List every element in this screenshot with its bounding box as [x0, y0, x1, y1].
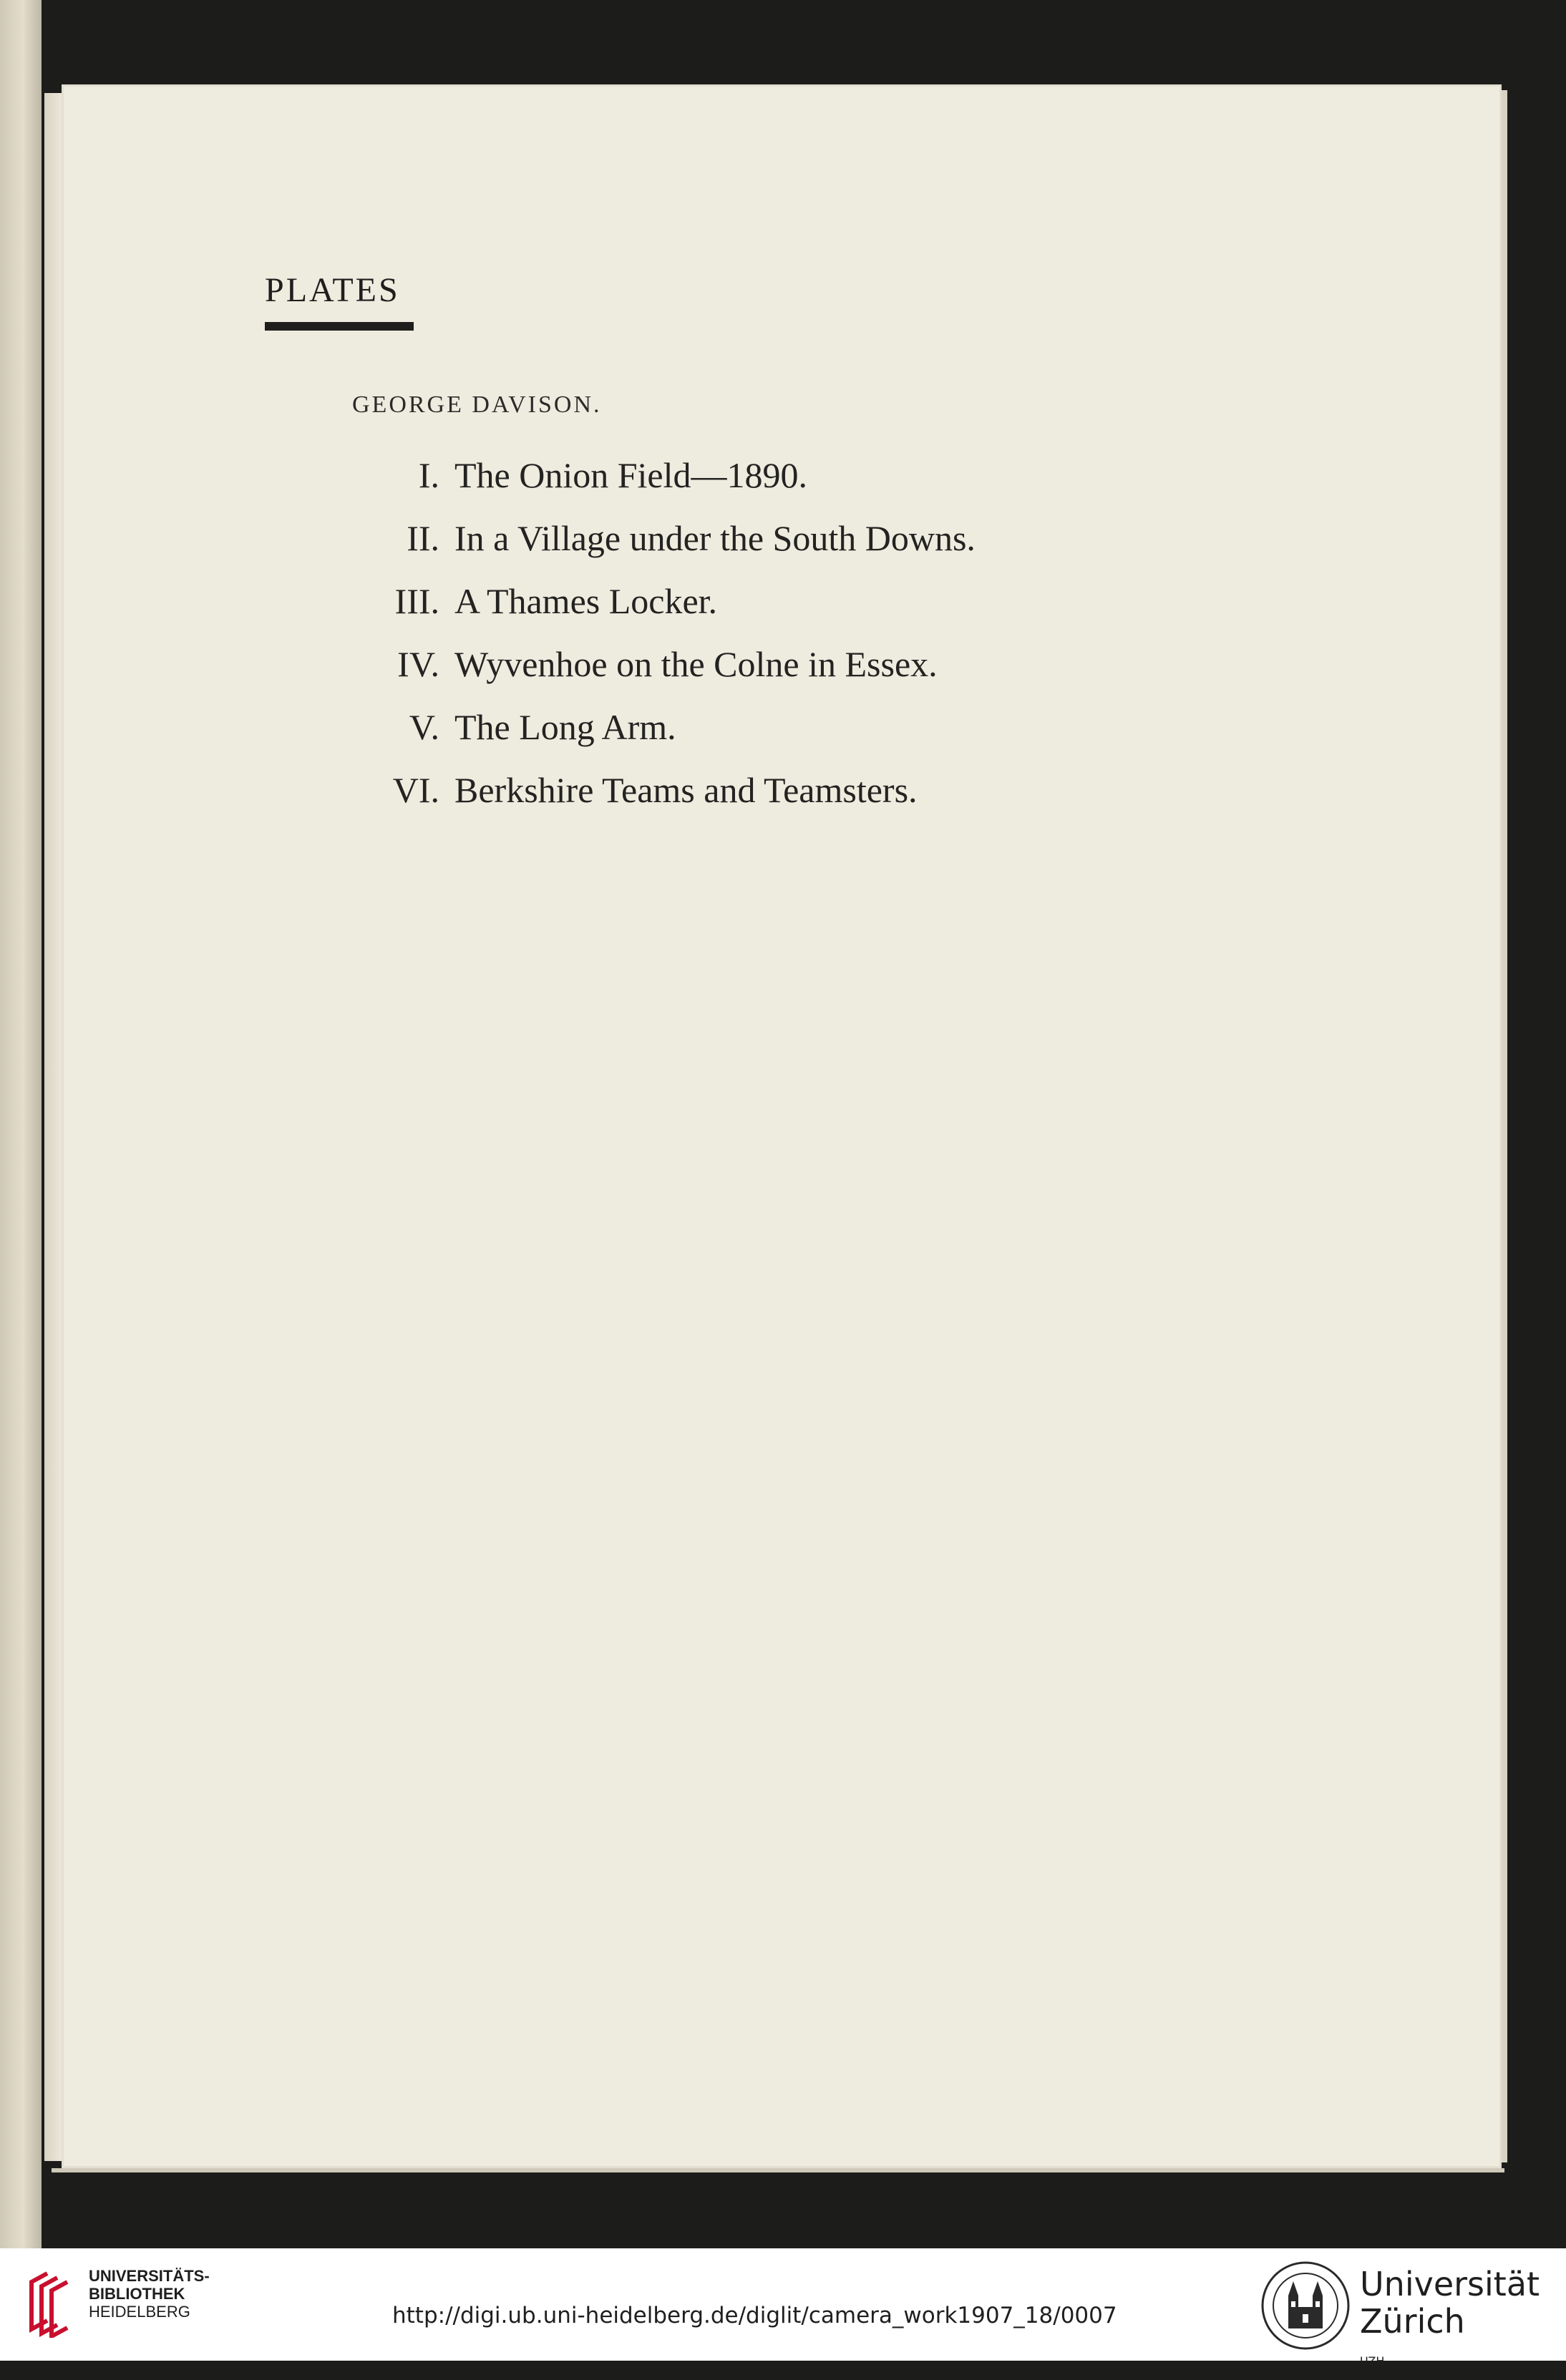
plate-title: Wyvenhoe on the Colne in Essex. — [454, 644, 938, 684]
plate-title: In a Village under the South Downs. — [454, 518, 976, 558]
plate-number: I. — [418, 455, 439, 495]
plate-number: III. — [394, 581, 439, 621]
plate-row — [315, 444, 1174, 507]
plate-row — [315, 507, 1174, 570]
permalink-url[interactable]: http://digi.ub.uni-heidelberg.de/diglit/camera_work1907_18/0007 — [392, 2303, 1117, 2328]
plate-list — [315, 444, 1174, 821]
university-name-line — [1360, 2303, 1540, 2377]
plate-row — [315, 696, 1174, 759]
book-gutter — [44, 93, 62, 2161]
plate-title: The Long Arm. — [454, 707, 676, 747]
page-bottom-edge — [52, 2168, 1504, 2172]
ub-heidelberg-logo-icon[interactable] — [21, 2263, 76, 2338]
plate-title: Berkshire Teams and Teamsters. — [454, 770, 918, 810]
library-name[interactable] — [89, 2267, 210, 2321]
author-name: GEORGE DAVISON. — [352, 391, 602, 418]
university-city: Zürich — [1360, 2302, 1465, 2341]
library-name-line: HEIDELBERG — [89, 2303, 190, 2321]
book-page — [62, 84, 1502, 2168]
plate-number: IV. — [397, 644, 439, 684]
university-abbreviation: UZH — [1360, 2354, 1385, 2368]
plate-title: The Onion Field—1890. — [454, 455, 808, 495]
plate-number: VI. — [392, 770, 439, 810]
library-name-line: BIBLIOTHEK — [89, 2285, 185, 2303]
heading-rule — [265, 322, 414, 331]
plate-number: II. — [407, 518, 439, 558]
plate-row — [315, 633, 1174, 696]
library-name-line: UNIVERSITÄTS- — [89, 2267, 210, 2285]
uzh-seal-icon[interactable] — [1260, 2260, 1351, 2351]
plate-title: A Thames Locker. — [454, 581, 718, 621]
page-edge — [1502, 90, 1507, 2162]
previous-page-edge — [0, 0, 42, 2248]
plate-row — [315, 570, 1174, 633]
university-name-line: Universität — [1360, 2265, 1540, 2303]
plate-number: V. — [409, 707, 439, 747]
page-heading: PLATES — [265, 271, 400, 309]
plate-row — [315, 759, 1174, 821]
